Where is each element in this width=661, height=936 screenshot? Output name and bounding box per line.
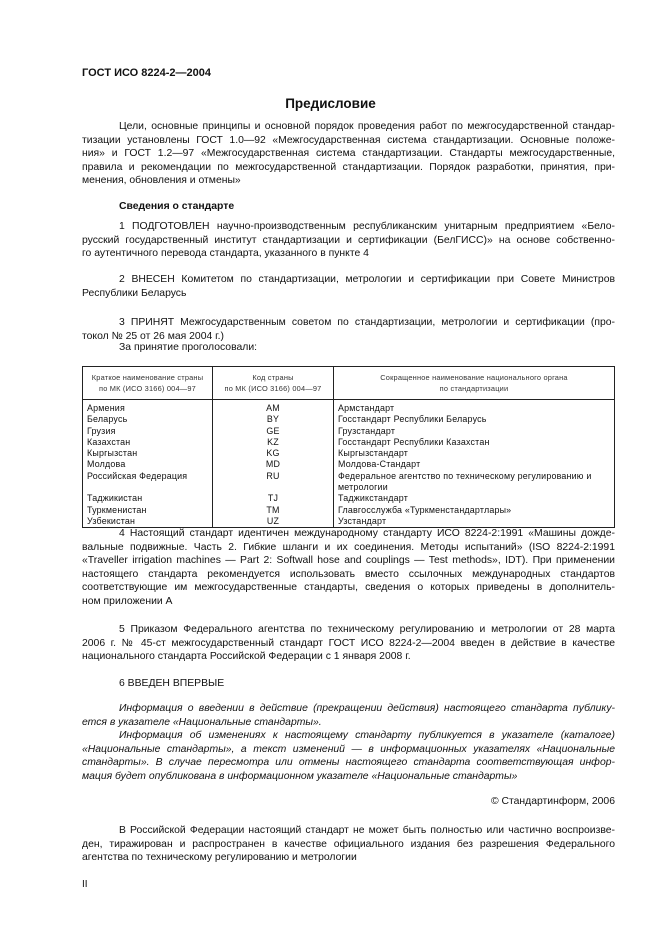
cell-body: Главгосслужба «Туркменстандартлары» [334, 505, 615, 516]
cell-body: Узстандарт [334, 516, 615, 528]
cell-country: Беларусь [83, 414, 213, 425]
section-heading: Сведения о стандарте [119, 201, 235, 212]
header-body: Сокращенное наименование национального органа по стандартизации [334, 367, 615, 400]
text-line: 4 Настоящий стандарт идентичен международному стандарту ИСО 8224-2:1991 «Машины дожде- [119, 528, 615, 539]
cell-body: Молдова-Стандарт [334, 459, 615, 470]
cell-body: Федеральное агентство по техническому регулированию и метрологии [334, 471, 615, 494]
text-line: ден, тиражирован и распространен в качестве официального издания без разрешения Федерального [82, 838, 615, 850]
cell-body: Армстандарт [334, 400, 615, 415]
cell-code: MD [213, 459, 334, 470]
text-line: го аутентичного перевода стандарта, указанного в пункте 4 [82, 248, 369, 260]
cell-country: Молдова [83, 459, 213, 470]
vote-label: За принятие проголосовали: [119, 342, 258, 353]
cell-country: Узбекистан [83, 516, 213, 528]
table-row [83, 437, 615, 448]
document-header: ГОСТ ИСО 8224-2—2004 [82, 67, 212, 79]
page-number: II [82, 879, 88, 890]
cell-code: TM [213, 505, 334, 516]
copyright: © Стандартинформ, 2006 [490, 796, 615, 807]
text-line: 1 ПОДГОТОВЛЕН научно-производственным республиканским унитарным предприятием «Бело- [119, 221, 615, 232]
cell-country: Казахстан [83, 437, 213, 448]
table-row [83, 516, 615, 528]
text-line: ном приложении А [82, 595, 173, 607]
text-line: настоящего стандарта рекомендуется использовать вместо ссылочных международных стандартов [82, 568, 615, 580]
text-line: вальные подвижные. Часть 2. Гибкие шланги и их соединения. Методы испытаний» (ISO 8224-2:1991 [82, 541, 615, 553]
cell-body: Кыргызстандарт [334, 448, 615, 459]
text-line: Цели, основные принципы и основной порядок проведения работ по межгосударственной стандар- [119, 121, 615, 132]
text-line: агентства по техническому регулированию и метрологии [82, 852, 357, 864]
cell-code: TJ [213, 493, 334, 504]
text-line: ния» и ГОСТ 1.2—97 «Межгосударственная система стандартизации. Стандарты межгосударственные, [82, 148, 615, 160]
cell-country: Армения [83, 400, 213, 415]
text-line: «Национальные стандарты», а текст изменений — в информационных указателях «Национальные [82, 743, 615, 755]
intro-paragraph [82, 120, 615, 188]
rights-paragraph [82, 824, 615, 865]
cell-code: BY [213, 414, 334, 425]
item-4-paragraph [82, 527, 615, 609]
text-line: 6 ВВЕДЕН ВПЕРВЫЕ [119, 678, 225, 689]
text-line: соответствующие им межгосударственные стандарты, сведения о которых приведены в дополнитель- [82, 582, 615, 594]
table-row [83, 414, 615, 425]
cell-body: Грузстандарт [334, 426, 615, 437]
cell-code: RU [213, 471, 334, 494]
cell-code: UZ [213, 516, 334, 528]
table-row [83, 505, 615, 516]
page-title: Предисловие [285, 96, 376, 111]
item-2-paragraph [82, 273, 615, 300]
cell-code: KG [213, 448, 334, 459]
cell-country: Туркменистан [83, 505, 213, 516]
text-line: Республики Беларусь [82, 287, 187, 299]
item-6-paragraph [82, 677, 615, 691]
text-line: «Traveller irrigation machines — Part 2: Softwall hose and couplings — Test methods», IDT). При применении [82, 555, 615, 567]
text-line: токол № 25 от 26 мая 2004 г.) [82, 330, 225, 342]
info-paragraph-1 [82, 702, 615, 729]
cell-country: Таджикистан [83, 493, 213, 504]
item-3-paragraph [82, 316, 615, 343]
text-line: Информация об изменениях к настоящему стандарту публикуется в указателе (каталоге) [119, 730, 615, 741]
table-row [83, 493, 615, 504]
table-row [83, 471, 615, 494]
text-line: В Российской Федерации настоящий стандарт не может быть полностью или частично воспроизве- [119, 825, 615, 836]
text-line: ется в указателе «Национальные стандарты». [82, 716, 322, 728]
text-line: стандарты». В случае пересмотра или отмены настоящего стандарта соответствующая инфор- [82, 757, 615, 769]
table-header-row [83, 367, 615, 400]
text-line: 2 ВНЕСЕН Комитетом по стандартизации, метрологии и сертификации при Совете Министров [119, 274, 615, 285]
cell-country: Грузия [83, 426, 213, 437]
text-line: национального стандарта Российской Федерации с 1 января 2008 г. [82, 651, 411, 663]
text-line: правила и рекомендации по межгосударственной стандартизации. Порядок разработки, принятия, при- [82, 161, 615, 173]
cell-country: Кыргызстан [83, 448, 213, 459]
table-row [83, 448, 615, 459]
table-row [83, 400, 615, 415]
item-1-paragraph [82, 220, 615, 261]
text-line: тизации установлены ГОСТ 1.0—92 «Межгосударственная система стандартизации. Основные положе- [82, 134, 615, 146]
table-row [83, 459, 615, 470]
text-line: 5 Приказом Федерального агентства по техническому регулированию и метрологии от 28 марта [119, 624, 615, 635]
cell-body: Госстандарт Республики Казахстан [334, 437, 615, 448]
item-5-paragraph [82, 623, 615, 664]
text-line: русский государственный институт стандартизации и сертификации (БелГИСС)» на основе собственно- [82, 234, 615, 246]
info-paragraph-2 [82, 729, 615, 783]
cell-code: KZ [213, 437, 334, 448]
cell-code: GE [213, 426, 334, 437]
text-line: 2006 г. № 45-ст межгосударственный стандарт ГОСТ ИСО 8224-2—2004 введен в действие в качестве [82, 637, 615, 649]
voting-table [82, 366, 615, 528]
header-code: Код страны по МК (ИСО 3166) 004—97 [213, 367, 334, 400]
text-line: 3 ПРИНЯТ Межгосударственным советом по стандартизации, метрологии и сертификации (про- [119, 317, 615, 328]
text-line: Информация о введении в действие (прекращении действия) настоящего стандарта публику- [119, 703, 615, 714]
table-row [83, 426, 615, 437]
cell-body: Госстандарт Республики Беларусь [334, 414, 615, 425]
text-line: менения, обновления и отмены» [82, 175, 241, 187]
cell-country: Российская Федерация [83, 471, 213, 494]
cell-code: AM [213, 400, 334, 415]
header-country: Краткое наименование страны по МК (ИСО 3166) 004—97 [83, 367, 213, 400]
text-line: мация будет опубликована в информационном указателе «Национальные стандарты» [82, 770, 518, 782]
cell-body: Таджикстандарт [334, 493, 615, 504]
